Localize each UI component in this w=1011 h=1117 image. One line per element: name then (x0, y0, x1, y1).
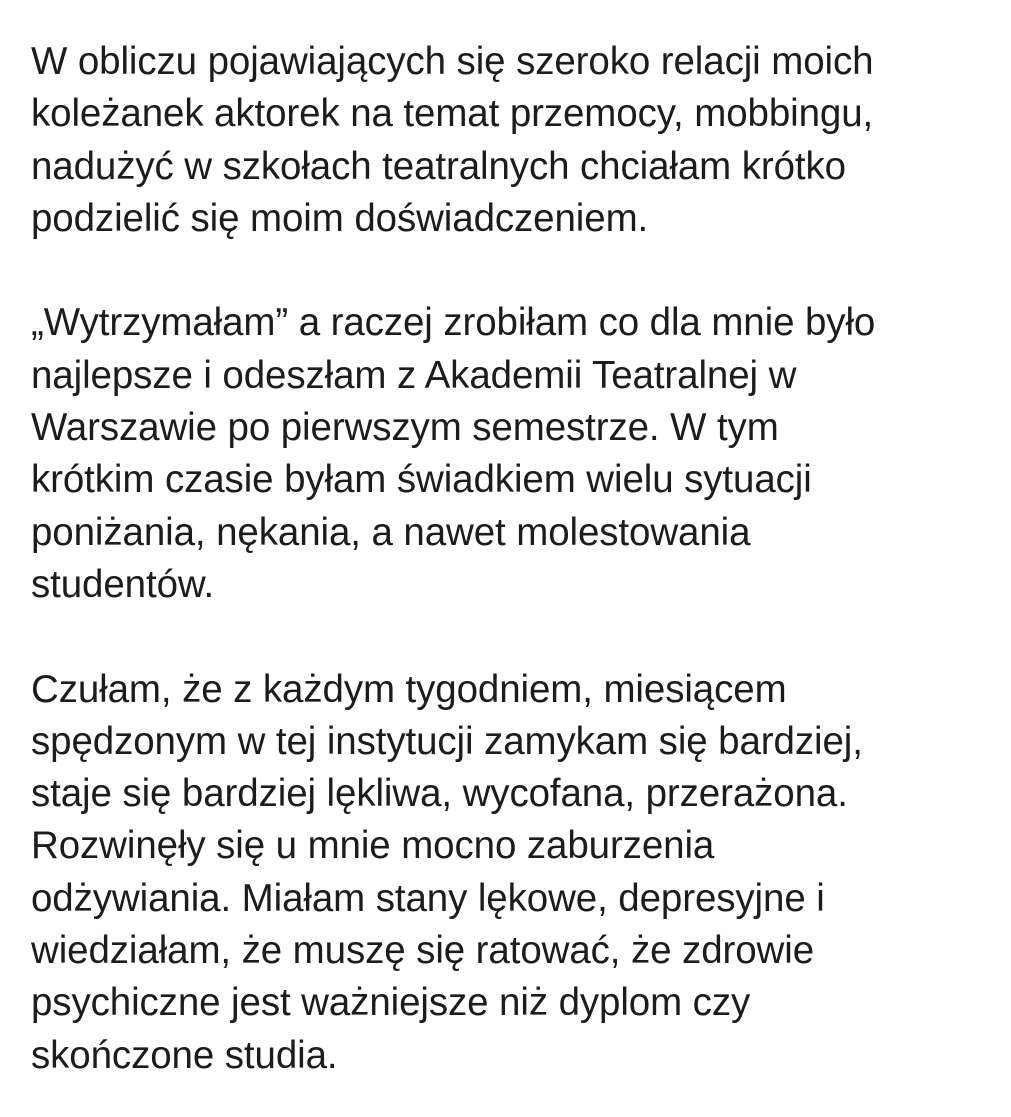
paragraph-2 (31, 297, 991, 611)
paragraph-1 (31, 36, 991, 245)
paragraph-gap (31, 611, 991, 663)
text-line: staje się bardziej lękliwa, wycofana, przerażona. (31, 772, 848, 816)
paragraph-gap (31, 245, 991, 297)
text-line: „Wytrzymałam” a raczej zrobiłam co dla mnie było (31, 301, 876, 345)
text-line: nadużyć w szkołach teatralnych chciałam krótko (31, 144, 846, 188)
text-line: wiedziałam, że muszę się ratować, że zdrowie (31, 929, 815, 973)
text-line: skończone studia. (31, 1033, 338, 1077)
text-line: spędzonym w tej instytucji zamykam się bardziej, (31, 719, 863, 763)
text-line: psychiczne jest ważniejsze niż dyplom czy (31, 981, 751, 1025)
text-line: Czułam, że z każdym tygodniem, miesiącem (31, 667, 787, 711)
text-line: Rozwinęły się u mnie mocno zaburzenia (31, 824, 715, 868)
note-text (31, 36, 991, 1082)
text-line: odżywiania. Miałam stany lękowe, depresyjne i (31, 876, 825, 920)
text-line: podzielić się moim doświadczeniem. (31, 196, 649, 240)
text-line: najlepsze i odeszłam z Akademii Teatralnej w (31, 353, 797, 397)
text-line: koleżanek aktorek na temat przemocy, mobbingu, (31, 92, 874, 136)
text-line: studentów. (31, 562, 215, 606)
text-line: W obliczu pojawiających się szeroko relacji moich (31, 40, 874, 83)
text-line: poniżania, nękania, a nawet molestowania (31, 510, 751, 554)
text-line: Warszawie po pierwszym semestrze. W tym (31, 406, 779, 450)
text-line: krótkim czasie byłam świadkiem wielu sytuacji (31, 458, 812, 502)
paragraph-3 (31, 664, 991, 1082)
